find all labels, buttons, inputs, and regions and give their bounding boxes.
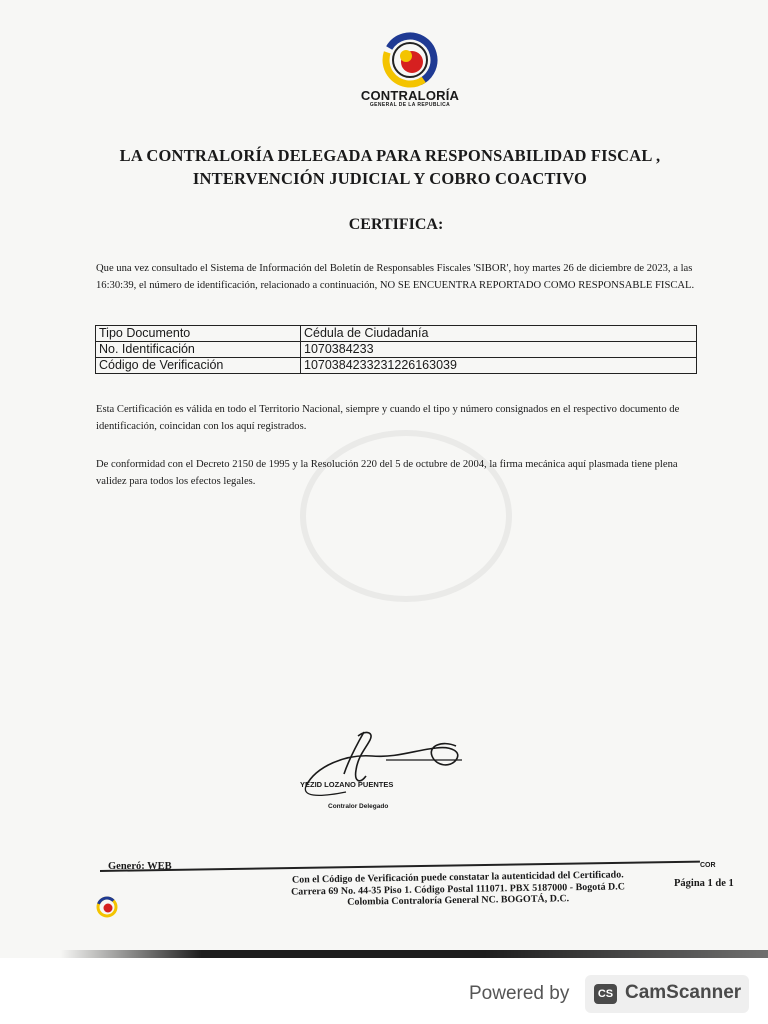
powered-by-label: Powered by xyxy=(469,983,570,1004)
title-line-2: INTERVENCIÓN JUDICIAL Y COBRO COACTIVO xyxy=(192,169,588,188)
logo-name: CONTRALORÍA xyxy=(360,88,460,103)
table-row xyxy=(96,326,697,342)
generated-by: Generó: WEB xyxy=(108,861,172,872)
table-value: 107038423323122616303​9 xyxy=(301,358,697,374)
cor-marker: COR xyxy=(700,862,716,869)
table-label: No. Identificación xyxy=(96,342,301,358)
document-title xyxy=(40,144,740,190)
handwritten-signature xyxy=(286,726,486,802)
footer-line-1: Con el Código de Verificación puede constatar la autenticidad del Certificado. xyxy=(291,869,624,886)
footer-line-2: Carrera 69 No. 44-35 Piso 1. Código Postal 111071. PBX 5187000 - Bogotá D.C xyxy=(290,880,626,898)
table-label: Tipo Documento xyxy=(96,326,301,342)
table-label: Código de Verificación xyxy=(96,358,301,374)
certifica-heading: CERTIFICA: xyxy=(348,216,444,233)
page-number: Página 1 de 1 xyxy=(674,878,734,889)
title-line-1: LA CONTRALORÍA DELEGADA PARA RESPONSABILIDAD FISCAL , xyxy=(119,146,661,165)
footer-address xyxy=(258,869,658,910)
legal-paragraph: De conformidad con el Decreto 2150 de 1995 y la Resolución 220 del 5 de octubre de 2004, la firma mecánica aquí plasmada tiene plena validez para todos los efectos legales. xyxy=(96,459,678,487)
table-value: Cédula de Ciudadanía xyxy=(301,326,697,342)
logo-wordmark xyxy=(340,88,480,108)
watermark-seal xyxy=(300,430,512,602)
camscanner-badge[interactable] xyxy=(585,975,749,1013)
table-row xyxy=(96,342,697,358)
footer-logo-icon xyxy=(96,896,118,918)
validity-paragraph: Esta Certificación es válida en todo el Territorio Nacional, siempre y cuando el tipo y número consignados en el respectivo documento de identificación, coincidan con los aquí registrados. xyxy=(96,404,680,432)
logo-subtitle: GENERAL DE LA REPUBLICA xyxy=(369,102,451,108)
table-row xyxy=(96,358,697,374)
identification-table xyxy=(95,325,697,374)
signer-name: YEZID LOZANO PUENTES xyxy=(300,780,394,789)
contraloria-logo-icon xyxy=(382,32,438,88)
footer-line-3: Colombia Contraloría General NC. BOGOTÁ, D.C. xyxy=(347,893,570,908)
camscanner-name: CamScanner xyxy=(625,982,742,1003)
consultation-paragraph: Que una vez consultado el Sistema de Información del Boletín de Responsables Fiscales 'SIBOR', hoy martes 26 de diciembre de 2023, a las 16:30:39, el número de identificación, relacionado a continuación, NO SE ENCUENTRA REPORTADO COMO RESPONSABLE FISCAL. xyxy=(96,263,695,291)
signer-role: Contralor Delegado xyxy=(328,803,389,810)
camscanner-icon: CS xyxy=(594,984,617,1004)
scan-edge-shadow xyxy=(60,950,768,958)
table-value: 1070384233 xyxy=(301,342,697,358)
